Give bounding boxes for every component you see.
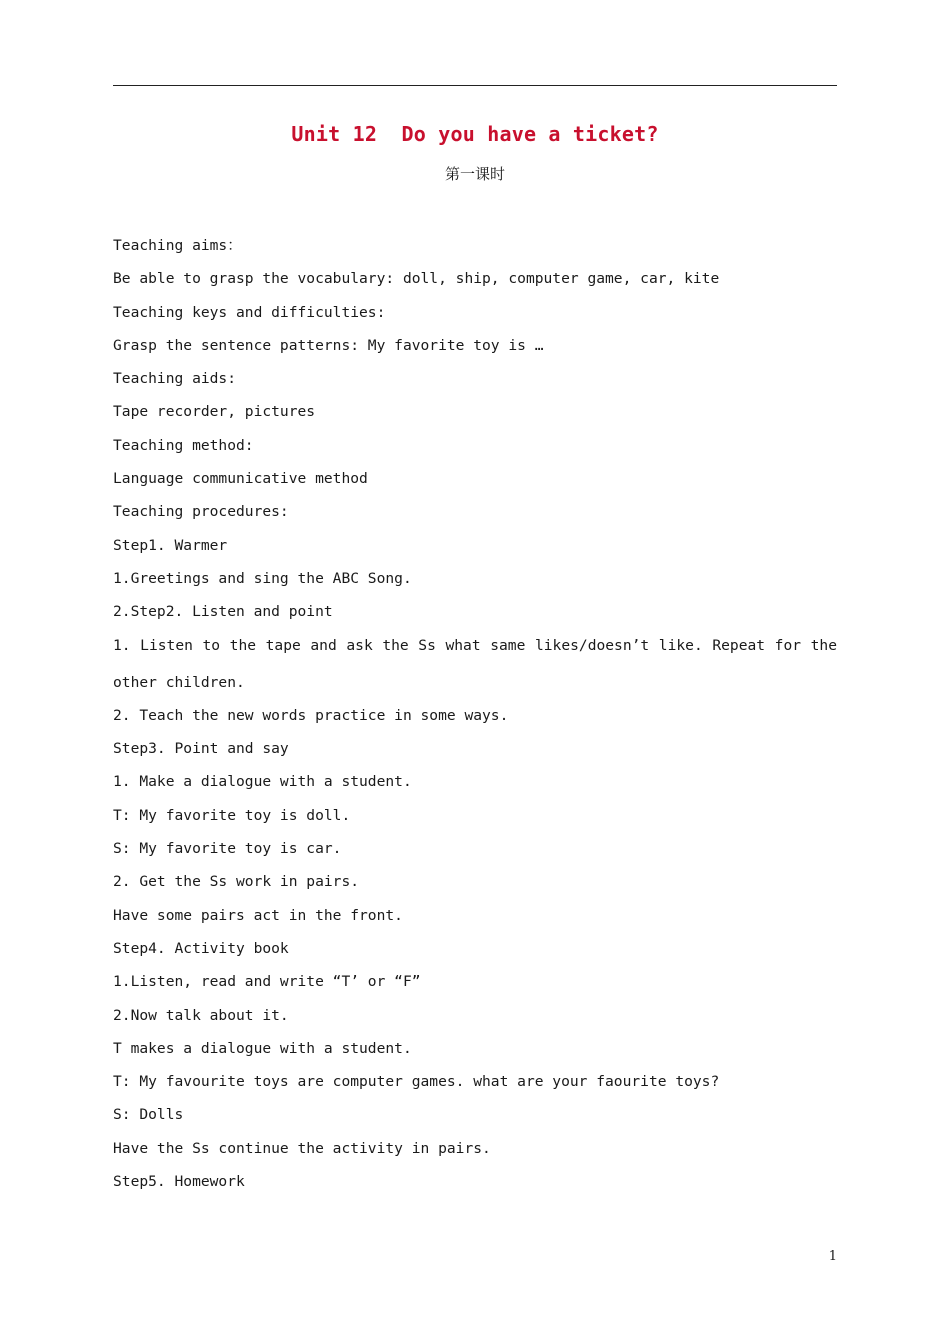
text-line: Have some pairs act in the front. bbox=[113, 906, 403, 924]
text-line: 1.Greetings and sing the ABC Song. bbox=[113, 569, 412, 587]
lesson-plan-body bbox=[113, 229, 837, 1198]
text-line: 1. Make a dialogue with a student. bbox=[113, 773, 412, 791]
text-line: 2.Step2. Listen and point bbox=[113, 603, 333, 621]
text-line: Teaching method: bbox=[113, 436, 254, 454]
text-line: Language communicative method bbox=[113, 470, 368, 488]
text-line: Teaching procedures: bbox=[113, 503, 289, 521]
text-line: 2.Now talk about it. bbox=[113, 1006, 289, 1024]
text-line: S: My favorite toy is car. bbox=[113, 840, 342, 858]
text-line: T: My favorite toy is doll. bbox=[113, 806, 351, 824]
text-line: S: Dolls bbox=[113, 1106, 184, 1124]
text-line: 1. Listen to the tape and ask the Ss what same likes/doesn’t like. Repeat for the bbox=[113, 636, 837, 654]
text-line: Step4. Activity book bbox=[113, 939, 289, 957]
text-line: other children. bbox=[113, 673, 245, 691]
text-line: 1.Listen, read and write “T’ or “F” bbox=[113, 973, 421, 991]
text-line: 2. Get the Ss work in pairs. bbox=[113, 873, 360, 891]
text-line: Teaching keys and difficulties: bbox=[113, 303, 386, 321]
text-line: Step3. Point and say bbox=[113, 740, 289, 758]
page-subtitle: 第一课时 bbox=[444, 165, 505, 183]
text-line: 2. Teach the new words practice in some ways. bbox=[113, 706, 509, 724]
text-line: T: My favourite toys are computer games. what are your faourite toys? bbox=[113, 1073, 720, 1091]
page-number: 1 bbox=[828, 1249, 837, 1264]
header-rule bbox=[113, 85, 837, 86]
text-line: Grasp the sentence patterns: My favorite toy is … bbox=[113, 336, 544, 354]
page-title: Unit 12 Do you have a ticket? bbox=[291, 122, 659, 146]
text-line: Tape recorder, pictures bbox=[113, 403, 316, 421]
text-line: Step5. Homework bbox=[113, 1173, 245, 1191]
text-line: Teaching aims： bbox=[113, 237, 242, 254]
text-line: Step1. Warmer bbox=[113, 536, 228, 554]
text-line: Teaching aids: bbox=[113, 370, 237, 388]
text-line: T makes a dialogue with a student. bbox=[113, 1039, 412, 1057]
text-line: Be able to grasp the vocabulary: doll, ship, computer game, car, kite bbox=[113, 270, 720, 288]
text-line: Have the Ss continue the activity in pairs. bbox=[113, 1139, 491, 1157]
